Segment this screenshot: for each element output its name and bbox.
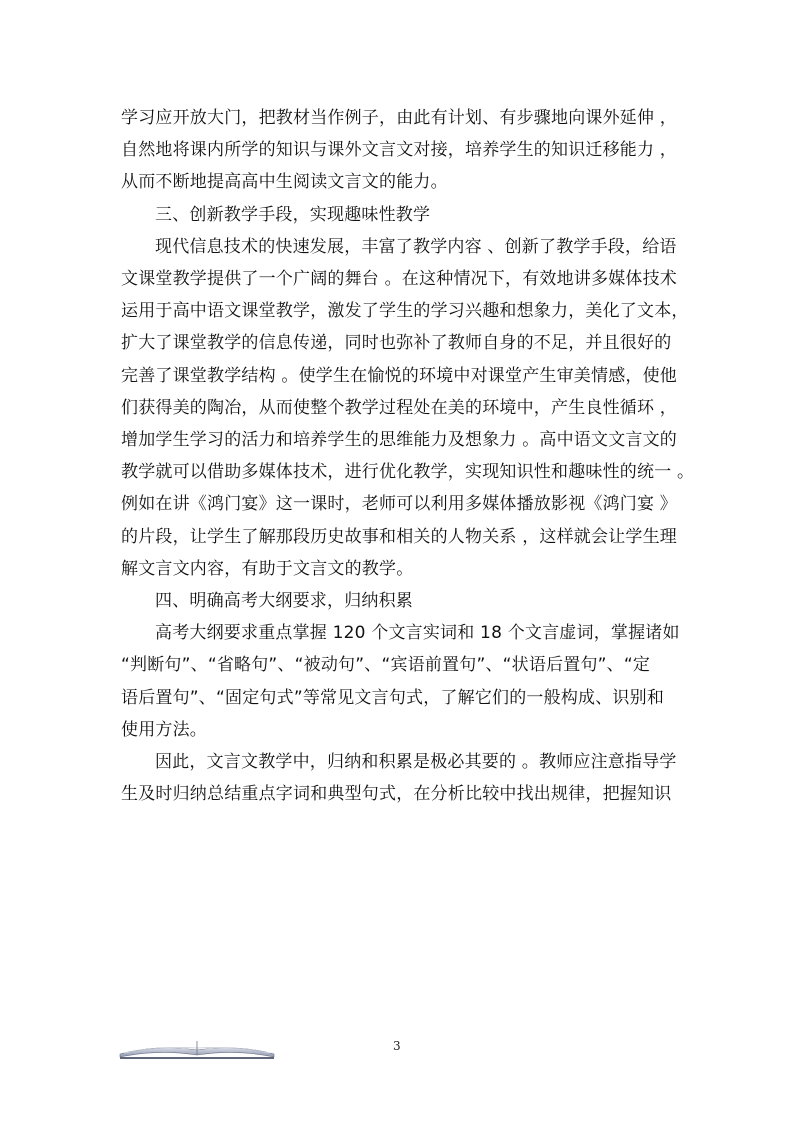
paragraph-first-line: 因此，文言文教学中，归纳和积累是极必其要的 。教师应注意指导学 [155, 752, 677, 772]
text-line: 例如在讲《鸿门宴》这一课时，老师可以利用多媒体播放影视《鸿门宴 》 [121, 494, 678, 514]
text-line: 们获得美的陶冶，从而使整个教学过程处在美的环境中，产生良性循环 ， [121, 398, 678, 418]
text-line: 语后置句”、“固定句式”等常见文言句式，了解它们的一般构成、识别和 [121, 688, 665, 708]
text-line: 文课堂教学提供了一个广阔的舞台 。在这种情况下，有效地讲多媒体技术 [121, 269, 678, 289]
text-line: 的片段，让学生了解那段历史故事和相关的人物关系 ，这样就会让学生理 [121, 527, 678, 547]
text-line: 使用方法。 [121, 720, 207, 740]
page-number: 3 [393, 1039, 401, 1053]
paragraph-first-line: 现代信息技术的快速发展，丰富了教学内容 、创新了教学手段，给语 [155, 237, 677, 257]
paragraph-first-line: 三、创新教学手段，实现趣味性教学 [155, 205, 431, 225]
text-line: “判断句”、“省略句”、“被动句”、“宾语前置句”、“状语后置句”、“定 [121, 655, 651, 675]
text-line: 解文言文内容，有助于文言文的教学。 [121, 559, 414, 579]
paragraph-first-line: 四、明确高考大纲要求，归纳积累 [155, 591, 413, 611]
text-line: 教学就可以借助多媒体技术，进行优化教学，实现知识性和趣味性的统一 。 [121, 462, 695, 482]
text-line: 完善了课堂教学结构 。使学生在愉悦的环境中对课堂产生审美情感，使他 [121, 366, 678, 386]
text-line: 学习应开放大门，把教材当作例子，由此有计划、有步骤地向课外延伸 ， [121, 108, 678, 128]
text-line: 生及时归纳总结重点字词和典型句式，在分析比较中找出规律，把握知识 [121, 784, 672, 804]
text-line: 自然地将课内所学的知识与课外文言文对接，培养学生的知识迁移能力 ， [121, 140, 678, 160]
text-line: 运用于高中语文课堂教学，激发了学生的学习兴趣和想象力，美化了文本， [121, 301, 689, 321]
text-line: 扩大了课堂教学的信息传递，同时也弥补了教师自身的不足，并且很好的 [121, 333, 672, 353]
text-line: 从而不断地提高高中生阅读文言文的能力。 [121, 172, 448, 192]
text-line: 增加学生学习的活力和培养学生的思维能力及想象力 。高中语文文言文的 [121, 430, 678, 450]
open-book-icon [118, 1038, 276, 1060]
paragraph-first-line: 高考大纲要求重点掌握 120 个文言实词和 18 个文言虚词，掌握诸如 [155, 623, 680, 643]
